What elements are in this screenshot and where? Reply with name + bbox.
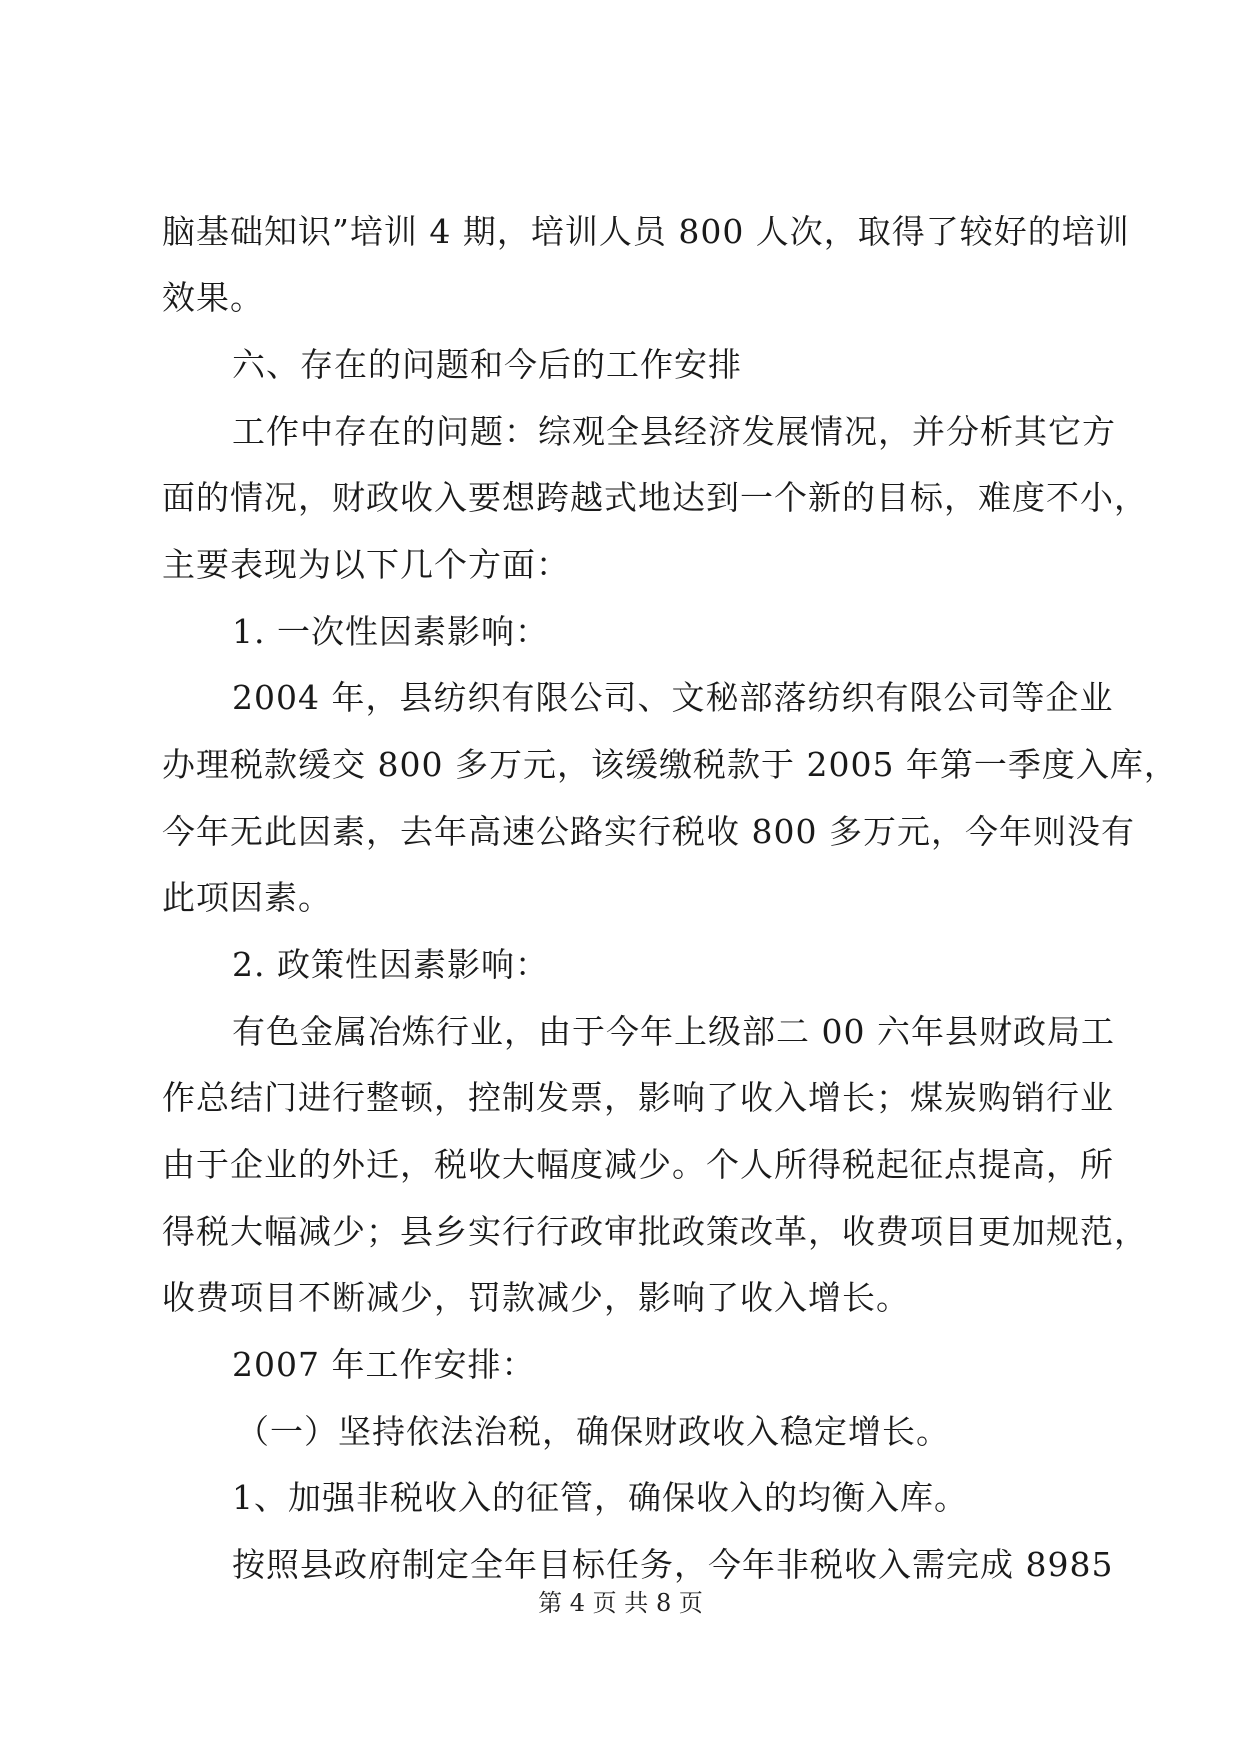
subheading-3: 2007 年工作安排： xyxy=(232,1345,536,1384)
text-line-5: 面的情况，财政收入要想跨越式地达到一个新的目标，难度不小， xyxy=(162,478,1148,517)
text-line-6: 主要表现为以下几个方面： xyxy=(162,545,570,584)
page-number-footer: 第 4 页 共 8 页 xyxy=(538,1589,703,1617)
text-line-21: 按照县政府制定全年目标任务，今年非税收入需完成 8985 xyxy=(232,1545,1114,1584)
text-line-2: 效果。 xyxy=(162,278,264,317)
text-line-13: 有色金属冶炼行业，由于今年上级部二 00 六年县财政局工 xyxy=(232,1012,1115,1051)
text-line-10: 今年无此因素，去年高速公路实行税收 800 多万元，今年则没有 xyxy=(162,812,1135,851)
text-line-11: 此项因素。 xyxy=(162,878,332,917)
subheading-5: 1、加强非税收入的征管，确保收入的均衡入库。 xyxy=(232,1478,968,1517)
text-line-9: 办理税款缓交 800 多万元，该缓缴税款于 2005 年第一季度入库， xyxy=(162,745,1178,784)
text-line-8: 2004 年，县纺织有限公司、文秘部落纺织有限公司等企业 xyxy=(232,678,1114,717)
subheading-4: （一）坚持依法治税，确保财政收入稳定增长。 xyxy=(236,1412,950,1451)
section-heading: 六、存在的问题和今后的工作安排 xyxy=(232,345,742,384)
text-line-4: 工作中存在的问题：综观全县经济发展情况，并分析其它方 xyxy=(232,412,1116,451)
text-line-1: 脑基础知识”培训 4 期，培训人员 800 人次，取得了较好的培训 xyxy=(162,212,1130,251)
text-line-15: 由于企业的外迁，税收大幅度减少。个人所得税起征点提高，所 xyxy=(162,1145,1114,1184)
subheading-1: 1. 一次性因素影响： xyxy=(232,612,549,651)
text-line-14: 作总结门进行整顿，控制发票，影响了收入增长；煤炭购销行业 xyxy=(162,1078,1114,1117)
text-line-17: 收费项目不断减少，罚款减少，影响了收入增长。 xyxy=(162,1278,910,1317)
text-line-16: 得税大幅减少；县乡实行行政审批政策改革，收费项目更加规范， xyxy=(162,1212,1148,1251)
subheading-2: 2. 政策性因素影响： xyxy=(232,945,549,984)
